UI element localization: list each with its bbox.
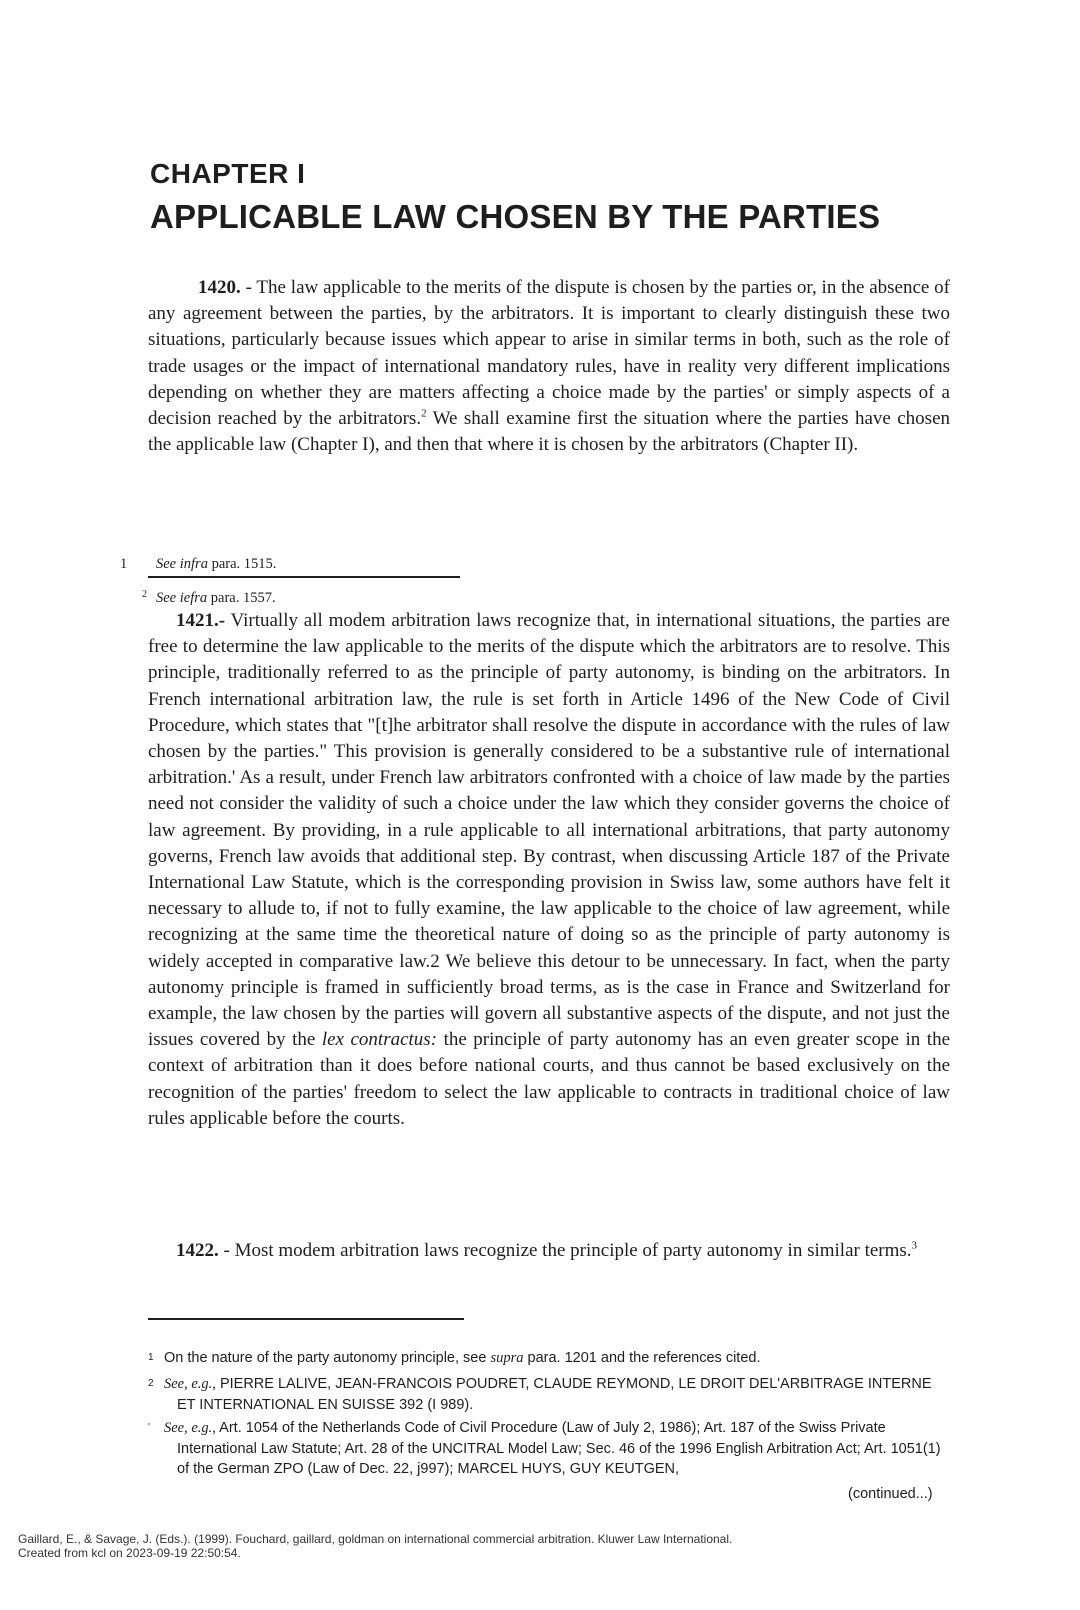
paragraph-1421	[148, 608, 950, 1132]
footnote-mark: '	[148, 1422, 150, 1433]
paragraph-dash: -	[218, 1240, 235, 1261]
paragraph-text: the principle of party autonomy has an even greater scope in the context of arbitration than it does before national courts, and thus cannot be based exclusively on the recognition of the parties' freedom to select the law applicable to contracts in traditional choice of law rules applicable before the courts.	[148, 1029, 951, 1129]
footnote-text: para. 1515.	[207, 556, 277, 572]
paragraph-text: We shall examine first the situation where the parties have chosen the applicable law (Chapter I), and then that where it is chosen by the arbitrators (Chapter II).	[148, 408, 951, 456]
footnote-text: Art. 1054 of the Netherlands Code of Civil Procedure (Law of July 2, 1986); Art. 187 of the Swiss Private International Law Statute; Art. 28 of the UNCITRAL Model Law; Sec. 46 of the 1996 English Arbitration Act; Art. 1051(1) of the German ZPO (Law of Dec. 22, j997); MARCEL HUYS, GUY KEUTGEN,	[177, 1420, 941, 1477]
created-line: Created from kcl on 2023-09-19 22:50:54.	[18, 1546, 241, 1560]
footnote-number: 2	[142, 589, 147, 600]
footnote-text: para. 1557.	[207, 590, 276, 606]
footnote	[148, 1374, 953, 1415]
footnote-text: On the nature of the party autonomy principle, see	[164, 1350, 491, 1366]
paragraph-number: 1421.-	[176, 610, 226, 631]
paragraph-text: Most modem arbitration laws recognize the principle of party autonomy in similar terms.	[234, 1240, 912, 1261]
footnote-divider	[148, 576, 460, 578]
paragraph-1422	[148, 1238, 950, 1264]
footnote-mark: 1	[148, 1352, 154, 1363]
paragraph-text: Virtually all modem arbitration laws recognize that, in international situations, the parties are free to determine the law applicable to the merits of the dispute which the arbitrators are to resolve. This principle, traditionally referred to as the principle of party autonomy, is binding on the arbitrators. In French international arbitration law, the rule is set forth in Article 1496 of the New Code of Civil Procedure, which states that "[t]he arbitrator shall resolve the dispute in accordance with the rules of law chosen by the parties." This provision is generally considered to be a substantive rule of international arbitration.' As a result, under French law arbitrators confronted with a choice of law made by the parties need not consider the validity of such a choice under the law which they consider governs the choice of law agreement. By providing, in a rule applicable to all international arbitrations, that party autonomy governs, French law avoids that additional step. By contrast, when discussing Article 187 of the Private International Law Statute, which is the corresponding provision in Swiss law, some authors have felt it necessary to allude to, if not to fully examine, the law applicable to the choice of law agreement, while recognizing at the same time the theoretical nature of doing so as the principle of party autonomy is widely accepted in comparative law.2 We believe this detour to be unnecessary. In fact, when the party autonomy principle is framed in sufficiently broad terms, as is the case in France and Switzerland for example, the law chosen by the parties will govern all substantive aspects of the dispute, and not just the issues covered by the	[148, 610, 950, 1051]
top-footnote	[142, 586, 276, 607]
paragraph-1420	[148, 275, 950, 458]
footnote-text: para. 1201 and the references cited.	[523, 1350, 761, 1366]
citation-line: Gaillard, E., & Savage, J. (Eds.). (1999). Fouchard, gaillard, goldman on international commercial arbitration. Kluwer Law International.	[18, 1532, 733, 1546]
paragraph-dash: -	[240, 277, 257, 298]
footnote-see: See infra	[156, 556, 208, 572]
footnote-ref: 3	[911, 1239, 918, 1252]
paragraph-text: The law applicable to the merits of the dispute is chosen by the parties or, in the absence of any agreement between the parties, by the arbitrators. It is important to clearly distinguish these two situations, particularly because issues which appear to arise in similar terms in both, such as the role of trade usages or the impact of international mandatory rules, have in reality very different implications depending on whether they are matters affecting a choice made by the parties' or simply aspects of a decision reached by the arbitrators.	[148, 277, 951, 430]
footnote-italic: See, e.g.,	[164, 1376, 216, 1392]
footnote-number: 1	[120, 556, 128, 572]
footnote-italic: supra	[490, 1350, 524, 1366]
footnote	[148, 1418, 953, 1480]
paragraph-italic: lex contractus:	[321, 1029, 438, 1051]
footnote-divider	[148, 1318, 464, 1320]
paragraph-number: 1420.	[198, 277, 241, 298]
chapter-title: APPLICABLE LAW CHOSEN BY THE PARTIES	[150, 198, 881, 235]
footnote	[148, 1348, 953, 1369]
footnote-mark: 2	[148, 1378, 154, 1389]
chapter-label: CHAPTER I	[150, 158, 306, 189]
footnote-see: See iefra	[156, 590, 208, 606]
continued-note: (continued...)	[848, 1486, 933, 1502]
top-footnote	[120, 555, 276, 573]
footnote-ref: 2	[421, 407, 427, 420]
footnote-italic: See, e.g.,	[164, 1420, 216, 1436]
footnote-text: PIERRE LALIVE, JEAN-FRANCOIS POUDRET, CLAUDE REYMOND, LE DROIT DEL'ARBITRAGE INTERNE ET INTERNATIONAL EN SUISSE 392 (I 989).	[177, 1376, 932, 1413]
paragraph-number: 1422.	[176, 1240, 219, 1261]
